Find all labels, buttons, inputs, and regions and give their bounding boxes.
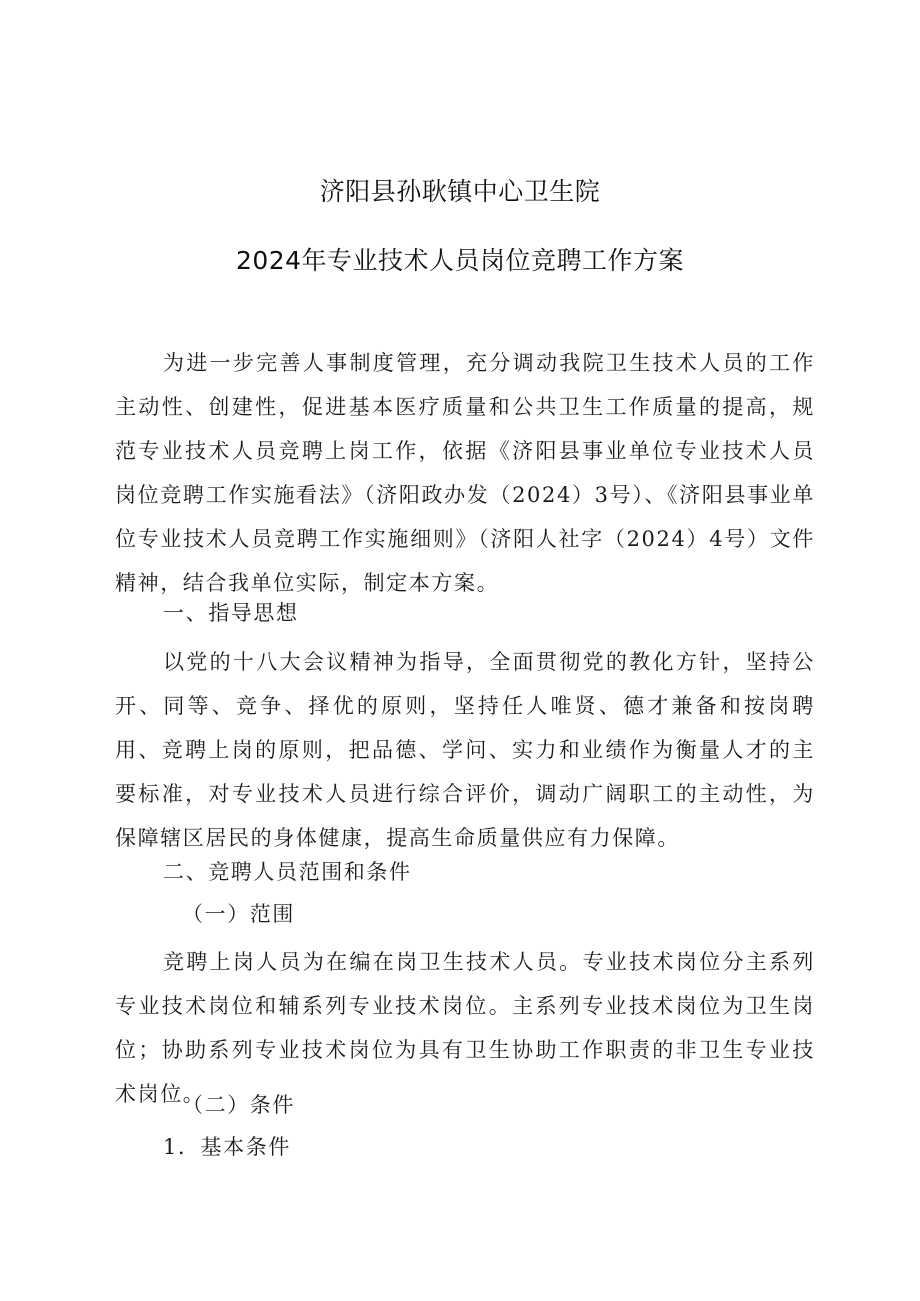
item-heading-basic-conditions: 1．基本条件 bbox=[163, 1135, 291, 1159]
guiding-thought-paragraph: 以党的十八大会议精神为指导，全面贯彻党的教化方针，坚持公开、同等、竞争、择优的原则，坚持任人唯贤、德才兼备和按岗聘用、竞聘上岗的原则，把品德、学问、实力和业绩作为衡量人才的主要标准，对专业技术人员进行综合评价，调动广阔职工的主动性，为保障辖区居民的身体健康，提高生命质量供应有力保障。 bbox=[115, 650, 815, 850]
subsection-heading-conditions: （二）条件 bbox=[182, 1093, 295, 1117]
document-title-line1: 济阳县孙耿镇中心卫生院 bbox=[319, 177, 601, 206]
section-heading-scope-conditions: 二、竞聘人员范围和条件 bbox=[163, 860, 412, 884]
intro-paragraph: 为进一步完善人事制度管理，充分调动我院卫生技术人员的工作主动性、创建性，促进基本医疗质量和公共卫生工作质量的提高，规范专业技术人员竞聘上岗工作，依据《济阳县事业单位专业技术人员岗位竞聘工作实施看法》（济阳政办发（2024）3号）、《济阳县事业单位专业技术人员竞聘工作实施细则》（济阳人社字（2024）4号）文件精神，结合我单位实际，制定本方案。 bbox=[115, 351, 815, 595]
document-title-line2: 2024年专业技术人员岗位竞聘工作方案 bbox=[235, 246, 685, 275]
scope-paragraph: 竞聘上岗人员为在编在岗卫生技术人员。专业技术岗位分主系列专业技术岗位和辅系列专业技术岗位。主系列专业技术岗位为卫生岗位；协助系列专业技术岗位为具有卫生协助工作职责的非卫生专业技术岗位。 bbox=[115, 950, 815, 1106]
section-heading-guiding-thought: 一、指导思想 bbox=[163, 601, 299, 625]
subsection-heading-scope: （一）范围 bbox=[182, 902, 295, 926]
